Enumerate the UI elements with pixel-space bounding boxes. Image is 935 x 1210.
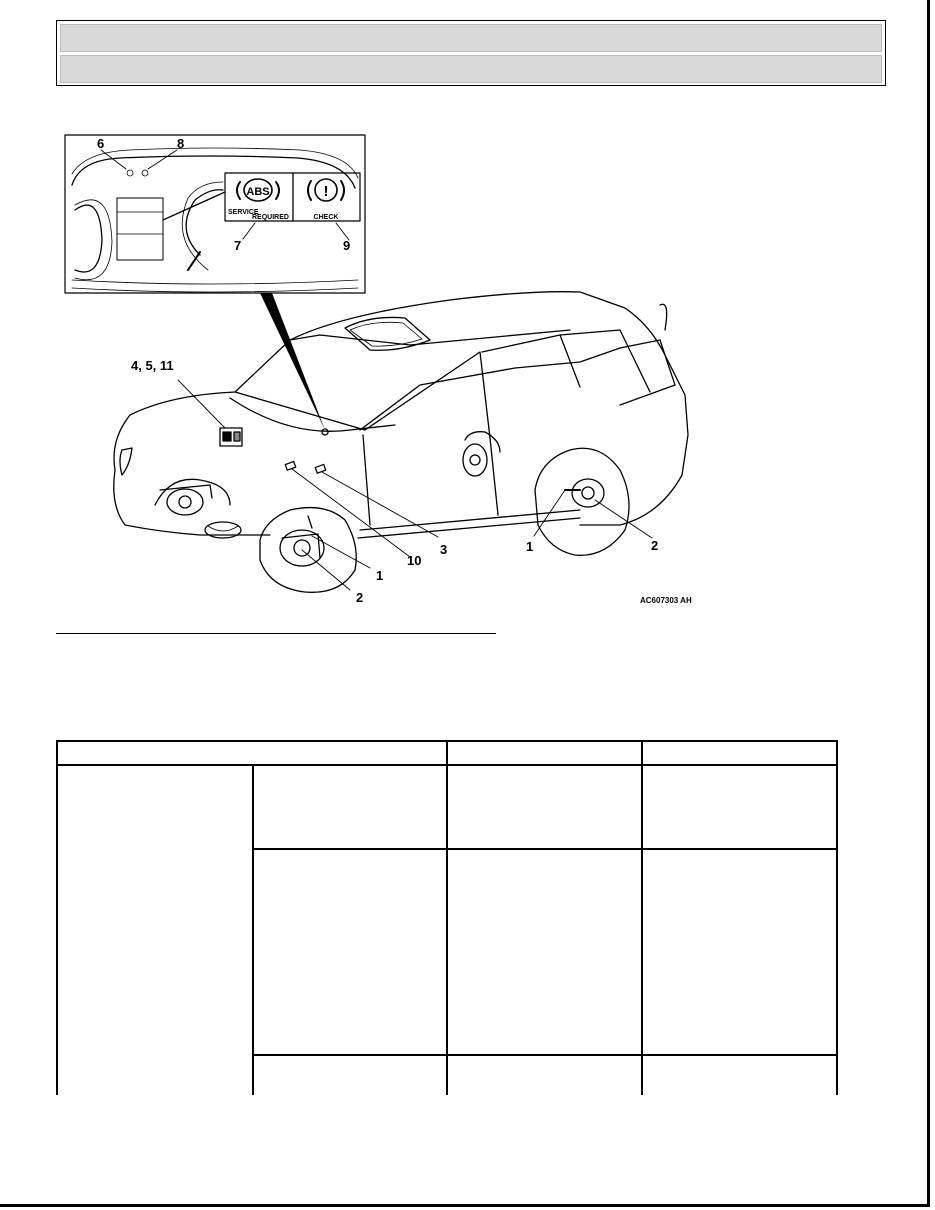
brake-check-label: CHECK: [313, 214, 339, 221]
abs-component-location-figure: [60, 130, 700, 610]
callout-2-front: 2: [356, 590, 364, 605]
front-door: [363, 435, 370, 525]
component-3: [315, 464, 326, 473]
indicator-6-icon: [127, 170, 133, 176]
table-row-divider-1: [252, 848, 838, 850]
document-header: [56, 20, 886, 86]
sill: [358, 510, 580, 538]
indicator-8-icon: [142, 170, 148, 176]
component-10: [285, 461, 296, 470]
callout-8: 8: [177, 136, 185, 151]
callout-2-rear: 2: [651, 538, 659, 553]
right-gauge: [186, 190, 223, 255]
brake-symbol: !: [323, 183, 329, 200]
abs-line2-label: REQUIRED: [252, 214, 289, 221]
rear-door: [490, 438, 498, 515]
abs-line1-label: SERVICE: [228, 209, 259, 216]
table-right-border: [836, 740, 838, 1095]
table-col-divider-2: [446, 740, 448, 1095]
table-row-divider-2: [252, 1054, 838, 1056]
callout-1-front: 1: [376, 568, 384, 583]
header-bar-secondary: [60, 55, 882, 83]
vehicle-body: [114, 292, 688, 525]
indicator-dot: [322, 429, 328, 435]
rear-right-wheel: [535, 448, 629, 555]
specification-table: [56, 740, 838, 1095]
callout-7: 7: [234, 238, 242, 253]
front-left-hub: [167, 489, 203, 515]
figure-code: AC607303 AH: [640, 596, 692, 605]
callout-1-rear: 1: [526, 539, 534, 554]
abs-badge-label: ABS: [246, 186, 270, 198]
table-col-divider-1: [252, 764, 254, 1095]
table-col-divider-3: [641, 740, 643, 1095]
callout-4-5-11: 4, 5, 11: [131, 358, 174, 373]
left-gauge: [75, 205, 102, 272]
callout-10: 10: [407, 553, 422, 568]
header-bar-primary: [60, 24, 882, 52]
front-right-wheel: [260, 508, 356, 593]
table-left-border: [56, 740, 58, 1095]
section-rule: [56, 633, 496, 634]
center-display: [117, 198, 163, 260]
callout-6: 6: [97, 136, 105, 151]
headlight: [120, 448, 132, 475]
rear-left-hub: [463, 444, 487, 476]
callout-3: 3: [440, 542, 448, 557]
callout-9: 9: [343, 238, 351, 253]
cluster-outline: [72, 156, 355, 188]
